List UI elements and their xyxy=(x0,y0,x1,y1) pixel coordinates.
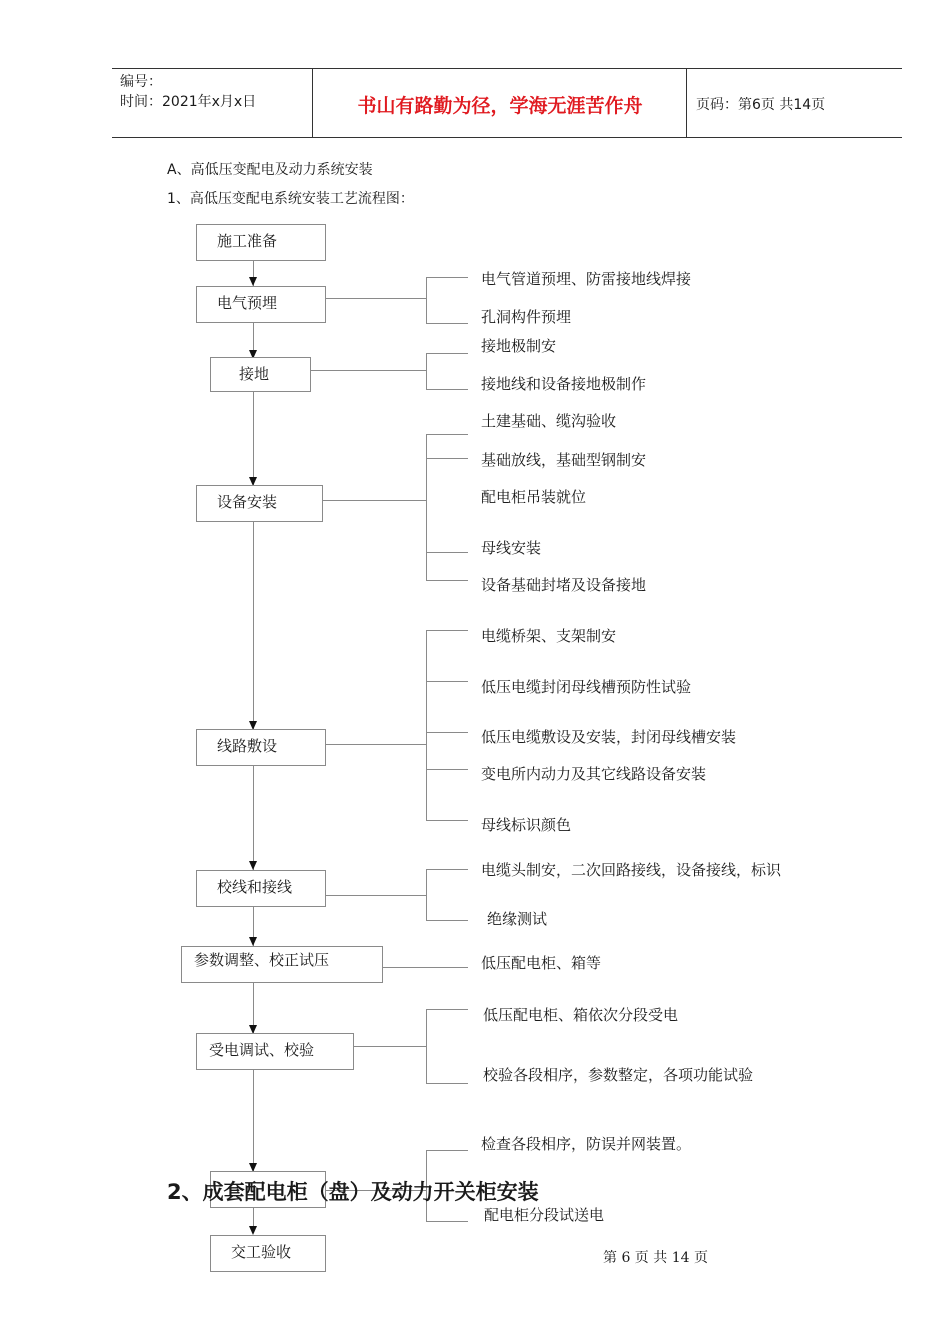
branch-bracket xyxy=(426,353,427,389)
note-power-1: 低压配电柜、箱依次分段受电 xyxy=(483,1006,679,1024)
branch-connector xyxy=(322,500,427,501)
flow-step-power: 受电调试、校验 xyxy=(196,1033,354,1070)
flow-arrow xyxy=(249,937,257,946)
note-cabling-2: 低压电缆封闭母线槽预防性试验 xyxy=(481,678,692,696)
branch-tick xyxy=(426,580,468,581)
branch-tick xyxy=(426,323,468,324)
branch-tick xyxy=(426,353,468,354)
note-wiring-1: 电缆头制安，二次回路接线，设备接线，标识 xyxy=(481,861,782,879)
branch-bracket xyxy=(426,434,427,580)
flow-arrow xyxy=(249,1226,257,1235)
branch-tick xyxy=(426,552,468,553)
note-equipment-3: 配电柜吊装就位 xyxy=(481,488,587,506)
document-date: 时间：2021年x月x日 xyxy=(120,94,257,110)
flow-step-handover: 交工验收 xyxy=(210,1235,326,1272)
header-page-info: 页码：第6页 共14页 xyxy=(696,97,826,113)
note-cabling-3: 低压电缆敷设及安装，封闭母线槽安装 xyxy=(481,728,737,746)
branch-tick xyxy=(426,769,468,770)
flow-arrow xyxy=(249,277,257,286)
branch-tick xyxy=(426,820,468,821)
branch-tick xyxy=(426,869,468,870)
branch-connector xyxy=(325,744,427,745)
note-equipment-4: 母线安装 xyxy=(481,539,542,557)
section-a-title: A、高低压变配电及动力系统安装 xyxy=(167,162,373,178)
branch-tick xyxy=(426,458,468,459)
page-header xyxy=(112,68,902,138)
flow-step-equipment: 设备安装 xyxy=(196,485,323,522)
note-trial-1: 检查各段相序，防误并网装置。 xyxy=(481,1135,692,1153)
branch-connector xyxy=(325,298,427,299)
flow-step-embed: 电气预埋 xyxy=(196,286,326,323)
flow-step-ground: 接地 xyxy=(210,357,311,392)
header-motto: 书山有路勤为径，学海无涯苦作舟 xyxy=(357,95,643,117)
branch-tick xyxy=(426,1221,468,1222)
header-divider xyxy=(686,69,687,137)
branch-tick xyxy=(426,630,468,631)
page-footer: 第 6 页 共 14 页 xyxy=(603,1250,708,1266)
note-equipment-5: 设备基础封堵及设备接地 xyxy=(481,576,647,594)
section-2-title: 2、成套配电柜（盘）及动力开关柜安装 xyxy=(167,1180,539,1204)
note-cabling-1: 电缆桥架、支架制安 xyxy=(481,627,617,645)
document-number-label: 编号： xyxy=(120,74,162,90)
header-divider xyxy=(312,69,313,137)
branch-tick xyxy=(426,389,468,390)
branch-connector xyxy=(325,895,427,896)
note-wiring-2: 绝缘测试 xyxy=(487,910,548,928)
section-1-title: 1、高低压变配电系统安装工艺流程图： xyxy=(167,191,414,207)
branch-bracket xyxy=(426,1009,427,1083)
note-ground-1: 接地极制安 xyxy=(481,337,557,355)
branch-connector xyxy=(310,370,427,371)
branch-tick xyxy=(426,1150,468,1151)
note-params-1: 低压配电柜、箱等 xyxy=(481,954,602,972)
note-ground-2: 接地线和设备接地极制作 xyxy=(481,375,647,393)
branch-tick xyxy=(426,681,468,682)
branch-tick xyxy=(426,920,468,921)
note-embed-2: 孔洞构件预埋 xyxy=(481,308,572,326)
flow-arrow xyxy=(249,861,257,870)
flow-step-prep: 施工准备 xyxy=(196,224,326,261)
branch-bracket xyxy=(426,869,427,920)
note-equipment-2: 基础放线，基础型钢制安 xyxy=(481,451,647,469)
branch-bracket xyxy=(426,277,427,323)
header-meta xyxy=(120,72,256,112)
branch-tick xyxy=(426,1009,468,1010)
branch-tick xyxy=(426,1083,468,1084)
branch-tick xyxy=(426,732,468,733)
note-embed-1: 电气管道预埋、防雷接地线焊接 xyxy=(481,270,692,288)
branch-tick xyxy=(426,434,468,435)
note-trial-2: 配电柜分段试送电 xyxy=(484,1206,605,1224)
branch-tick xyxy=(426,277,468,278)
note-cabling-4: 变电所内动力及其它线路设备安装 xyxy=(481,765,707,783)
branch-connector xyxy=(353,1046,427,1047)
flow-step-wiring: 校线和接线 xyxy=(196,870,326,907)
branch-connector xyxy=(382,967,468,968)
flow-step-params: 参数调整、校正试压 xyxy=(181,946,383,983)
branch-bracket xyxy=(426,630,427,820)
note-cabling-5: 母线标识颜色 xyxy=(481,816,572,834)
note-equipment-1: 土建基础、缆沟验收 xyxy=(481,412,617,430)
flow-step-cabling: 线路敷设 xyxy=(196,729,326,766)
note-power-2: 校验各段相序，参数整定，各项功能试验 xyxy=(483,1066,754,1084)
